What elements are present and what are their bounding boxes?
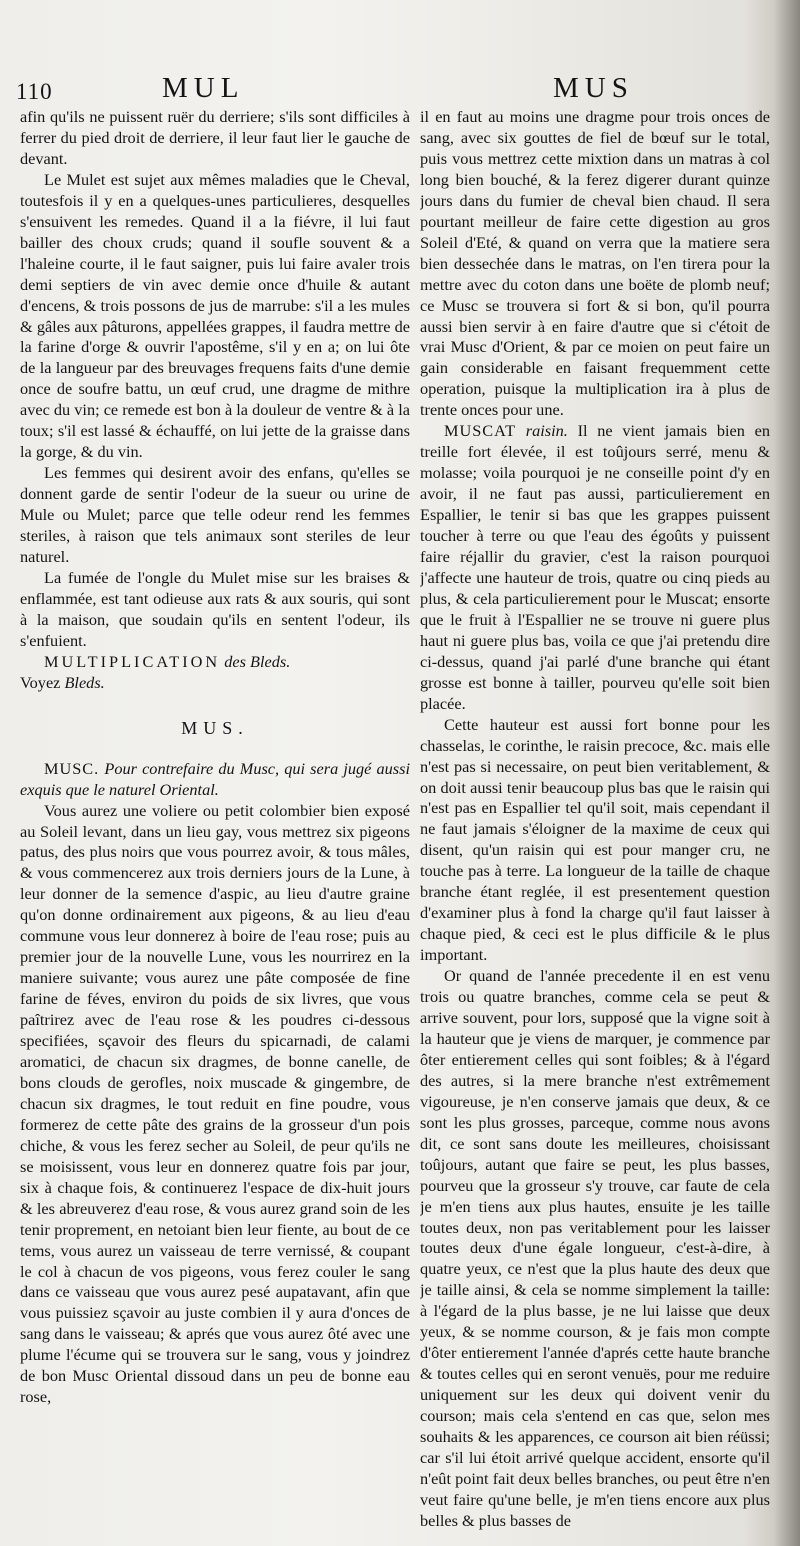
paragraph: afin qu'ils ne puissent ruër du derriere; s'ils sont difficiles à ferrer du pied droit de derriere, il leur faut lier le gauche de devant. xyxy=(20,107,410,168)
entry-paragraph xyxy=(420,421,770,714)
section-title: MUS. xyxy=(181,717,249,738)
entry-subtitle: des Bleds. xyxy=(224,651,291,671)
paragraph-text: Il ne vient jamais bien en treille fort élevée, il est toûjours serré, menu & molasse; voila pourquoi je ne conseille point d'y en avoir, il ne faut pas aussi, particulierement en Espallier, le tenir si bas que les grappes puissent toucher à terre ou que l'eau des égoûts y puissent faire réjallir du gravier, c'est la raison pourquoi j'affecte une hauteur de trois, quatre ou cinq pieds au plus, & cela particulierement pour le Muscat; ensorte que le fruit à l'Espallier ne se trouve ni guere plus haut ni guere plus bas, voila ce que j'ai pretendu dire ci-dessus, quand j'ai parlé d'une branche qui étant grosse est bonne à tailler, pourveu qu'elle soit bien placée. xyxy=(420,421,770,713)
paragraph: Cette hauteur est aussi fort bonne pour les chasselas, le corinthe, le raisin precoce, &c. mais elle n'est pas si necessaire, on peut bien veritablement, & on doit aussi tenir beaucoup plus bas que le raisin qui n'est pas en Espallier tel qu'il soit, mais cependant il ne faut jamais s'éloigner de la maxime de ceux qui disent, qu'un raisin qui est pour manger cru, ne touche pas à terre. La longueur de la taille de chaque branche étant reglée, il est presentement question d'examiner plus à fond la charge qu'il faut laisser à chaque pied, & ceci est le plus difficile & le plus important. xyxy=(420,714,770,965)
paragraph: il en faut au moins une dragme pour trois onces de sang, avec six gouttes de fiel de bœuf sur le total, puis vous mettrez cette mixtion dans un matras à col long bien bouché, & la ferez digerer durant quinze jours dans du fumier de cheval bien chaud. Il sera pourtant meilleur de faire cette digestion au gros Soleil d'Eté, & quand on verra que la matiere sera bien dessechée dans le matras, on l'en tirera pour la mettre avec du coton dans une boëte de plomb neuf; ce Musc se trouvera si fort & si bon, qu'il pourra aussi bien servir à en faire d'autre que si c'étoit de vrai Musc d'Orient, & par ce moien on peut faire un gain considerable en faisant frequemment cette operation, puisque la multiplication ira à plus de trente onces pour une. xyxy=(420,107,770,420)
running-head-right: MUS xyxy=(553,72,634,104)
entry-headword: MUSCAT xyxy=(444,421,517,441)
entry-subtitle: Pour contrefaire du Musc, qui sera jugé aussi exquis que le naturel Oriental. xyxy=(20,758,410,799)
entry-subtitle: raisin. xyxy=(525,421,568,441)
cross-reference-target: Bleds. xyxy=(64,672,105,692)
entry-headword: MUSC. xyxy=(44,758,100,778)
entry-heading xyxy=(20,759,410,801)
paragraph: La fumée de l'ongle du Mulet mise sur les braises & enflammée, est tant odieuse aux rats & aux souris, qui sont à la maison, que soudain qu'ils en sentent l'odeur, ils s'enfuient. xyxy=(20,567,410,650)
voyez-label: Voyez xyxy=(20,672,61,692)
paragraph: Or quand de l'année precedente il en est venu trois ou quatre branches, comme cela se peut & arrive souvent, pour lors, supposé que la vigne soit à la hauteur que je viens de marquer, je commence par ôter entierement celles qui sont foibles; & à l'égard des autres, si la mere branche n'est extrêmement vigoureuse, je n'en conserve jamais que deux, & ce sont les plus grosses, parceque, comme nous avons dit, ce sont sans doute les meilleures, choisissant toûjours, autant que faire se peut, les plus basses, pourveu que la grosseur s'y trouve, car faute de cela je m'en tiens aux plus hautes, ensuite je les taille toutes deux, non pas veritablement pour les laisser toutes deux d'une égale longueur, c'est-à-dire, à quatre yeux, ce n'est que la plus haute des deux que je taille ainsi, & cela se nomme simplement la taille: à l'égard de la plus basse, je ne lui laisse que deux yeux, & se nomme courson, & je fais mon compte d'ôter entierement l'année d'aprés cette haute branche & toutes celles qui en seront venuës, pour me reduire uniquement sur les deux qui doivent venir du courson; mais cela s'entend en cas que, selon mes souhaits & les apparences, ce courson ait bien réüssi; car s'il lui étoit arrivé quelque accident, ensorte qu'il n'eût point fait deux belles branches, ou peut être n'en veut faire qu'une belle, je m'en tiens encore aux plus belles & plus basses de xyxy=(420,966,770,1530)
paragraph: Le Mulet est sujet aux mêmes maladies que le Cheval, toutesfois il y en a quelques-unes particulieres, desquelles s'ensuivent les remedes. Quand il a la fiévre, il lui faut bailler des choux cruds; quand il soufle souvent & a l'haleine courte, il le faut saigner, puis lui faire avaler trois demi septiers de vin avec demie once d'huile & autant d'encens, & trois possons de jus de marrube: s'il a les mules & gâles aux pâturons, appellées grappes, il faudra mettre de la farine d'orge & ouvrir l'apostême, s'il y en a; on lui ôte de la langueur par des breuvages frequens faits d'une demie once de soufre battu, un œuf crud, une dragme de mithre avec du vin; ce remede est bon à la douleur de ventre & à la toux; s'il est lassé & échauffé, on lui jette de la graisse dans la gorge, & du vin. xyxy=(20,169,410,462)
page-number: 110 xyxy=(16,79,53,104)
running-head-left: MUL xyxy=(162,72,245,104)
paragraph: Les femmes qui desirent avoir des enfans, qu'elles se donnent garde de sentir l'odeur de la sueur ou urine de Mule ou Mulet; parce que telle odeur rend les femmes steriles, à raison que tels animaux sont steriles de leur naturel. xyxy=(20,463,410,567)
entry-headword: MULTIPLICATION xyxy=(44,651,221,671)
paragraph: Vous aurez une voliere ou petit colombier bien exposé au Soleil levant, dans un lieu gay, vous mettrez six pigeons patus, des plus noirs que vous pourrez avoir, & tous mâles, & vous commencerez aux trois derniers jours de la Lune, à leur donner de la semence d'aspic, au lieu d'autre graine qu'on donne ordinairement aux pigeons, & au lieu d'eau commune vous leur donnerez à boire de l'eau rose; puis au premier jour de la nouvelle Lune, vous les nourrirez en la maniere suivante; vous aurez une pâte composée de fine farine de féves, environ du poids de six livres, que vous paîtrirez avec de l'eau rose & les poudres ci-dessous specifiées, sçavoir des fleurs du spicarnadi, de calami aromatici, de chacun six dragmes, de bonne canelle, de bons clouds de gerofles, noix muscade & gingembre, de chacun six dragmes, le tout reduit en fine poudre, vous formerez de cette pâte des grains de la grosseur d'un pois chiche, & vous les ferez secher au Soleil, de peur qu'ils ne se moisissent, vous leur en donnerez quatre fois par jour, six à chaque fois, & continuerez l'espace de dix-huit jours & les abreuverez d'eau rose, & vous aurez grand soin de les tenir proprement, en netoiant bien leur fiente, au bout de ce tems, vous aurez un vaisseau de terre vernissé, & coupant le col à chacun de vos pigeons, vous ferez couler le sang dans ce vaisseau que vous aurez pesé aupatavant, afin que vous puissiez sçavoir au juste combien il y aura d'onces de sang dans le vaisseau; & aprés que vous aurez ôté avec une plume l'écume qui se trouvera sur le sang, vous y joindrez de bon Musc Oriental dissoud dans un peu de bonne eau rose, xyxy=(20,800,410,1407)
page-edge-shadow xyxy=(774,0,800,1546)
cross-reference-entry xyxy=(20,652,410,673)
right-column xyxy=(420,107,770,1542)
left-column xyxy=(20,107,410,1542)
cross-reference xyxy=(20,673,410,694)
